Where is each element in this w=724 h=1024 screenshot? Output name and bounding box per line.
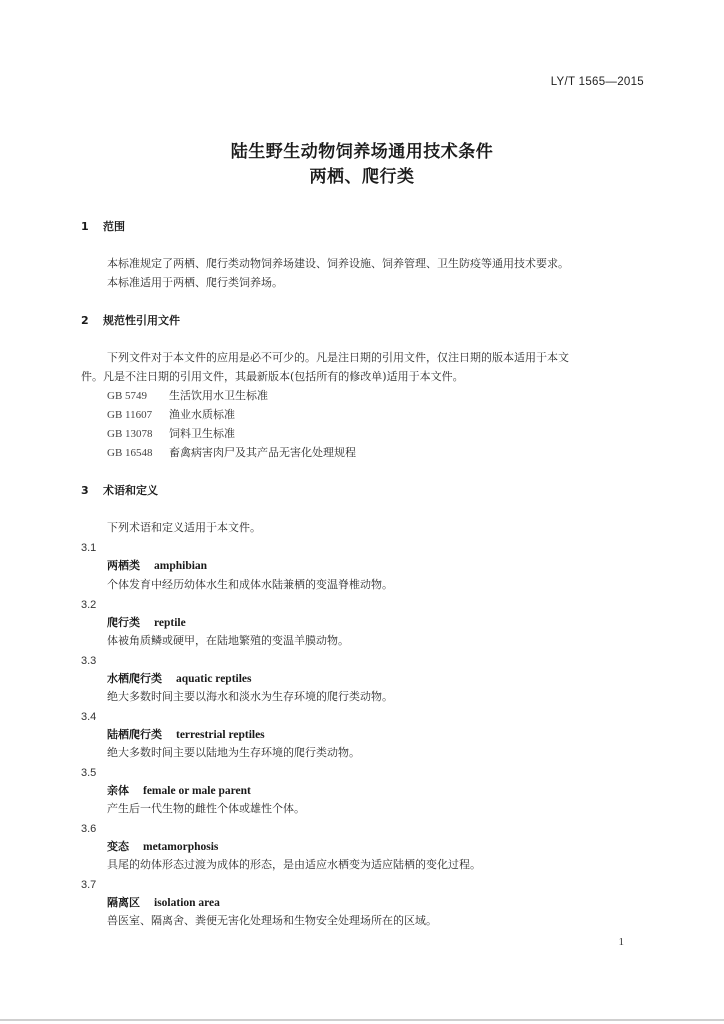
paragraph: 件。凡是不注日期的引用文件，其最新版本(包括所有的修改单)适用于本文件。 [81,370,464,383]
term-zh: 隔离区 [107,896,140,909]
standard-code: LY/T 1565—2015 [550,76,644,88]
term-entry [107,671,252,687]
term-entry [107,727,265,743]
term-en: reptile [154,617,186,629]
section-heading-terms [81,483,158,499]
term-entry [107,839,218,855]
section-number: 2 [81,314,89,327]
clause-number: 3.4 [81,711,97,723]
bottom-divider [0,1019,724,1021]
paragraph: 本标准适用于两栖、爬行类饲养场。 [107,276,283,289]
section-heading-scope [81,219,125,235]
term-en: aquatic reptiles [176,673,252,685]
document-title: 陆生野生动物饲养场通用技术条件 [230,142,494,162]
paragraph: 下列术语和定义适用于本文件。 [107,521,261,534]
paragraph: 本标准规定了两栖、爬行类动物饲养场建设、饲养设施、饲养管理、卫生防疫等通用技术要求。 [107,257,569,270]
reference-item [107,426,235,442]
term-zh: 亲体 [107,784,129,797]
term-definition: 绝大多数时间主要以陆地为生存环境的爬行类动物。 [107,746,360,759]
reference-title: 饲料卫生标准 [169,427,235,440]
section-title: 术语和定义 [103,484,158,497]
term-zh: 变态 [107,840,129,853]
term-entry [107,615,186,631]
term-zh: 水栖爬行类 [107,672,162,685]
term-en: amphibian [154,560,208,572]
term-en: terrestrial reptiles [176,729,265,741]
section-title: 规范性引用文件 [103,314,180,327]
clause-number: 3.6 [81,823,97,835]
term-definition: 兽医室、隔离舍、粪便无害化处理场和生物安全处理场所在的区域。 [107,914,437,927]
paragraph: 下列文件对于本文件的应用是必不可少的。凡是注日期的引用文件，仅注日期的版本适用于本文 [107,351,569,364]
term-entry [107,783,251,799]
term-definition: 具尾的幼体形态过渡为成体的形态，是由适应水栖变为适应陆栖的变化过程。 [107,858,481,871]
reference-title: 生活饮用水卫生标准 [169,389,268,402]
term-entry [107,895,220,911]
page-number: 1 [618,936,624,948]
term-definition: 绝大多数时间主要以海水和淡水为生存环境的爬行类动物。 [107,690,393,703]
section-heading-references [81,313,180,329]
reference-title: 渔业水质标准 [169,408,235,421]
reference-item [107,388,268,404]
clause-number: 3.2 [81,599,97,611]
clause-number: 3.7 [81,879,97,891]
term-definition: 产生后一代生物的雌性个体或雄性个体。 [107,802,305,815]
reference-item [107,445,356,461]
term-entry [107,558,207,574]
reference-code: GB 11607 [107,409,153,421]
clause-number: 3.3 [81,655,97,667]
reference-code: GB 16548 [107,447,153,459]
term-zh: 陆栖爬行类 [107,728,162,741]
document-subtitle: 两栖、爬行类 [309,167,415,187]
clause-number: 3.5 [81,767,97,779]
term-en: isolation area [154,897,220,909]
term-en: metamorphosis [143,841,219,853]
reference-code: GB 13078 [107,428,153,440]
section-number: 3 [81,484,89,497]
reference-item [107,407,235,423]
term-definition: 个体发育中经历幼体水生和成体水陆兼栖的变温脊椎动物。 [107,578,393,591]
term-zh: 爬行类 [107,616,140,629]
term-en: female or male parent [143,785,251,797]
clause-number: 3.1 [81,542,97,554]
reference-title: 畜禽病害肉尸及其产品无害化处理规程 [169,446,356,459]
section-number: 1 [81,220,89,233]
term-zh: 两栖类 [107,559,140,572]
section-title: 范围 [103,220,125,233]
reference-code: GB 5749 [107,390,148,402]
term-definition: 体被角质鳞或硬甲，在陆地繁殖的变温羊膜动物。 [107,634,349,647]
